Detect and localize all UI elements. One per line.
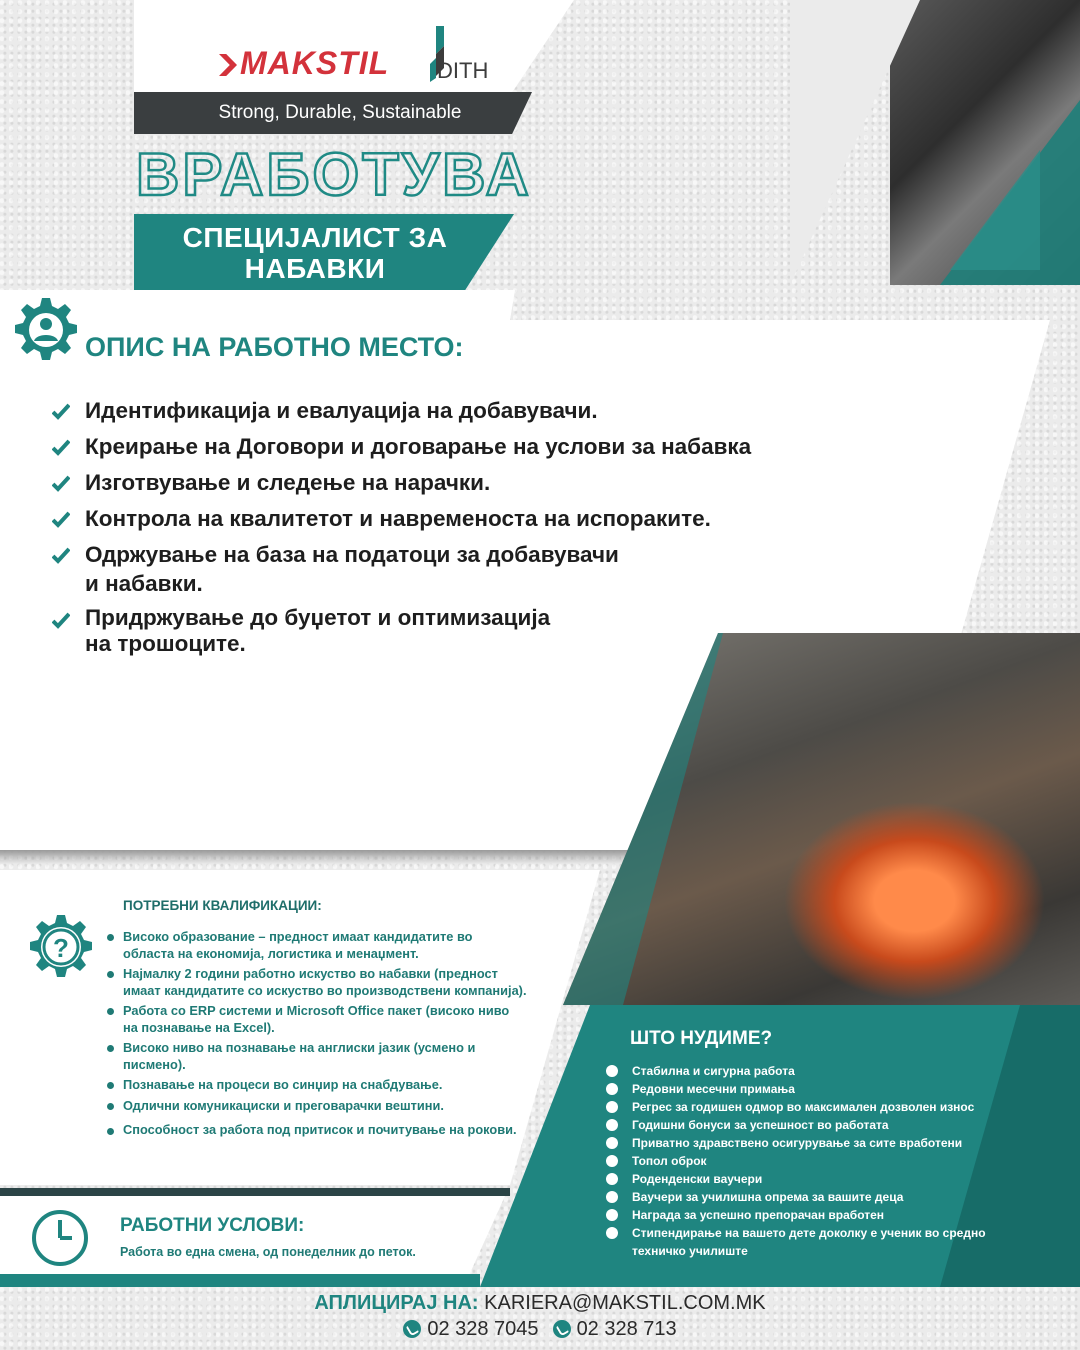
phone-number[interactable]: 02 328 713 [576,1318,677,1340]
offer-item [606,1170,1026,1188]
makstil-logo: MAKSTIL [240,45,390,81]
apply-line [0,1292,1080,1315]
description-item [52,432,812,461]
description-list [52,396,812,664]
question-gear-icon [27,913,95,981]
phone-number[interactable]: 02 328 7045 [427,1318,539,1340]
offer-item-text: Стипендирање на вашето дете доколку е ученик во средно техничко училиште [632,1226,986,1258]
description-item-text: Одржување на база на податоци за добавувачи и набавки. [85,542,619,596]
phone-line [0,1318,1080,1341]
qualification-item: Познавање на процеси во синџир на снабдување. [107,1077,527,1094]
apply-email-link[interactable]: KARIERA@MAKSTIL.COM.MK [484,1292,766,1314]
health-icon [606,1137,618,1149]
offer-item-text: Топол оброк [632,1154,707,1168]
money-icon [606,1083,618,1095]
description-heading: ОПИС НА РАБОТНО МЕСТО: [85,332,464,362]
qualification-item: Способност за работа под притисок и почитување на рокови. [107,1123,527,1136]
offer-list [606,1062,1026,1260]
phone-icon [403,1320,421,1338]
description-item [52,540,812,598]
decor-teal-triangle-2 [950,150,1040,270]
award-icon [606,1209,618,1221]
offer-item-text: Регрес за годишен одмор во максимален дозволен износ [632,1100,975,1114]
offer-item [606,1188,1026,1206]
vacation-icon [606,1101,618,1113]
description-item [52,396,812,425]
offer-item [606,1134,1026,1152]
offer-item-text: Награда за успешно препорачан вработен [632,1208,885,1222]
phone-icon [553,1320,571,1338]
conditions-heading: РАБОТНИ УСЛОВИ: [120,1215,305,1236]
description-item [52,605,812,657]
offer-item [606,1224,1026,1260]
offer-item-text: Приватно здравствено осигурување за сите вработени [632,1136,963,1150]
scholarship-icon [606,1227,618,1239]
offer-item-text: Годишни бонуси за успешност во работата [632,1118,889,1132]
check-icon [52,511,70,529]
conditions-bottom-bar [0,1274,480,1287]
offer-item [606,1098,1026,1116]
person-gear-icon [12,296,80,364]
check-icon [52,475,70,493]
offer-item [606,1152,1026,1170]
offer-item [606,1116,1026,1134]
qualification-item: Одлични комуникациски и преговарачки вештини. [107,1098,527,1115]
description-item-text: Изготвување и следење на нарачки. [85,470,491,495]
conditions-text: Работа во една смена, од понеделник до петок. [120,1245,416,1259]
offer-item-text: Роденденски ваучери [632,1172,763,1186]
offer-item [606,1062,1026,1080]
description-item-text: Придржување до буџетот и оптимизација на трошоците. [85,605,551,656]
description-item [52,504,812,533]
bonus-icon [606,1119,618,1131]
meal-icon [606,1155,618,1167]
qualification-item: Најмалку 2 години работно искуство во набавки (предност имаат кандидатите со искуство во производствени компанија). [107,966,527,999]
qualifications-list [107,929,527,1140]
svg-text:?: ? [53,933,69,963]
check-icon [52,547,70,565]
position-title: СПЕЦИЈАЛИСТ ЗА НАБАВКИ [182,222,448,284]
description-item-text: Креирање на Договори и договарање на услови за набавка [85,434,752,459]
offer-heading: ШТО НУДИМЕ? [630,1028,773,1049]
description-item-text: Идентификација и евалуација на добавувачи. [85,398,598,423]
qualification-item: Работа со ERP системи и Microsoft Office пакет (високо ниво на познавање на Excel). [107,1003,527,1036]
qualifications-heading: ПОТРЕБНИ КВАЛИФИКАЦИИ: [123,898,322,913]
handshake-icon [606,1065,618,1077]
dith-logo-text: DITH [437,58,489,83]
qualification-item: Високо образование – предност имаат кандидатите во областа на економија, логистика и менаџмент. [107,929,527,962]
check-icon [52,403,70,421]
offer-item-text: Редовни месечни примања [632,1082,795,1096]
apply-label: АПЛИЦИРАЈ НА: [314,1292,479,1314]
hero-title: ВРАБОТУВА [136,141,532,208]
tagline: Strong, Durable, Sustainable [218,102,462,123]
qualification-item: Високо ниво на познавање на англиски јазик (усмено и писмено). [107,1040,527,1073]
photo-top-mask [790,0,920,285]
description-item-text: Контрола на квалитетот и навременоста на испораките. [85,506,711,531]
gift-icon [606,1173,618,1185]
offer-item-text: Стабилна и сигурна работа [632,1064,795,1078]
clock-icon [30,1208,90,1268]
offer-item [606,1206,1026,1224]
offer-item-text: Ваучери за училишна опрема за вашите деца [632,1190,904,1204]
check-icon [52,439,70,457]
check-icon [52,612,70,630]
offer-item [606,1080,1026,1098]
conditions-top-bar [0,1188,510,1196]
pencil-icon [606,1191,618,1203]
description-item [52,468,812,497]
